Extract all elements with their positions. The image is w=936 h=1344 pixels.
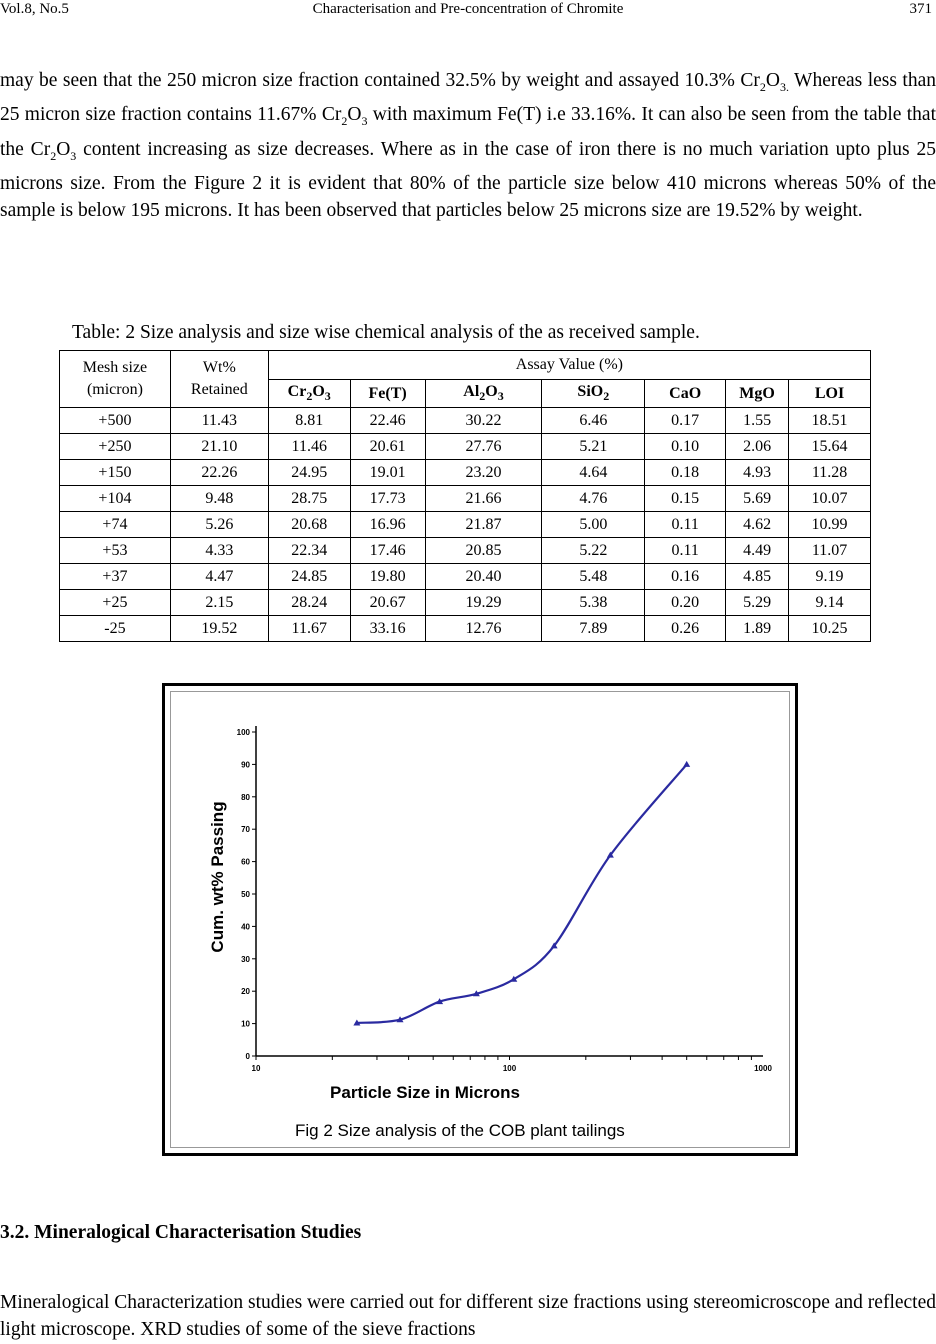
page-number: 371 bbox=[909, 1, 932, 17]
table-cell: 28.75 bbox=[268, 486, 350, 512]
x-tick-label: 10 bbox=[251, 1064, 261, 1073]
table-cell: 12.76 bbox=[425, 616, 542, 642]
y-tick-label: 90 bbox=[241, 760, 250, 770]
table-cell: 17.73 bbox=[350, 486, 425, 512]
table-caption: Table: 2 Size analysis and size wise chemical analysis of the as received sample. bbox=[72, 322, 700, 343]
section-heading: 3.2. Mineralogical Characterisation Studies bbox=[0, 1222, 362, 1243]
table-cell: 5.48 bbox=[542, 564, 645, 590]
header-volume: Vol.8, No.5 bbox=[0, 1, 69, 17]
table-cell: 16.96 bbox=[350, 512, 425, 538]
header-sio: SiO$_2$ bbox=[542, 380, 645, 408]
table-cell: 20.61 bbox=[350, 434, 425, 460]
table-cell: 7.89 bbox=[542, 616, 645, 642]
y-tick-label: 70 bbox=[241, 825, 250, 835]
header-mesh-size: Mesh size (micron) bbox=[60, 351, 171, 408]
table-cell: 22.34 bbox=[268, 538, 350, 564]
table-cell: 17.46 bbox=[350, 538, 425, 564]
table-cell: 10.25 bbox=[789, 616, 871, 642]
table-cell: +53 bbox=[60, 538, 171, 564]
table-cell: +74 bbox=[60, 512, 171, 538]
table-cell: 4.47 bbox=[170, 564, 268, 590]
header-cao: CaO bbox=[645, 380, 726, 408]
x-tick-label: 1000 bbox=[754, 1064, 772, 1073]
y-tick-label: 0 bbox=[245, 1052, 250, 1061]
table-cell: 0.18 bbox=[645, 460, 726, 486]
table-cell: 10.07 bbox=[789, 486, 871, 512]
table-cell: 28.24 bbox=[268, 590, 350, 616]
table-row bbox=[60, 590, 871, 616]
table-row bbox=[60, 408, 871, 434]
table-cell: 11.43 bbox=[170, 408, 268, 434]
table-cell: 21.66 bbox=[425, 486, 542, 512]
table-cell: 9.14 bbox=[789, 590, 871, 616]
table-cell: 24.85 bbox=[268, 564, 350, 590]
y-axis-label: Cum. wt% Passing bbox=[208, 801, 227, 953]
table-cell: 5.22 bbox=[542, 538, 645, 564]
table-cell: 19.80 bbox=[350, 564, 425, 590]
table-cell: 11.67 bbox=[268, 616, 350, 642]
table-cell: 9.48 bbox=[170, 486, 268, 512]
table-cell: 5.38 bbox=[542, 590, 645, 616]
table-cell: 23.20 bbox=[425, 460, 542, 486]
table-cell: 0.26 bbox=[645, 616, 726, 642]
table-cell: 20.40 bbox=[425, 564, 542, 590]
table-cell: -25 bbox=[60, 616, 171, 642]
table-cell: 5.69 bbox=[726, 486, 789, 512]
table-cell: 22.46 bbox=[350, 408, 425, 434]
table-cell: 0.10 bbox=[645, 434, 726, 460]
table-cell: 30.22 bbox=[425, 408, 542, 434]
header-al: $Al_2O_3$ bbox=[425, 380, 542, 408]
x-tick-label: 100 bbox=[502, 1064, 517, 1073]
table-cell: +104 bbox=[60, 486, 171, 512]
table-cell: 18.51 bbox=[789, 408, 871, 434]
table-row bbox=[60, 512, 871, 538]
table-cell: +150 bbox=[60, 460, 171, 486]
table-cell: 1.55 bbox=[726, 408, 789, 434]
paragraph-mineralogical: Mineralogical Characterization studies were carried out for different size fractions using stereomicroscope and reflected light microscope. XRD studies of some of the sieve fractions bbox=[0, 1292, 936, 1341]
header-title: Characterisation and Pre-concentration of Chromite bbox=[312, 1, 624, 17]
table-cell: +37 bbox=[60, 564, 171, 590]
table-cell: 19.52 bbox=[170, 616, 268, 642]
table-cell: 20.68 bbox=[268, 512, 350, 538]
table-cell: 21.87 bbox=[425, 512, 542, 538]
table-cell: 4.76 bbox=[542, 486, 645, 512]
table-cell: 5.29 bbox=[726, 590, 789, 616]
y-tick-label: 60 bbox=[241, 857, 250, 867]
table-cell: 0.17 bbox=[645, 408, 726, 434]
table-cell: 2.06 bbox=[726, 434, 789, 460]
table-cell: 11.07 bbox=[789, 538, 871, 564]
y-tick-label: 100 bbox=[236, 728, 250, 737]
table-cell: 22.26 bbox=[170, 460, 268, 486]
data-point bbox=[683, 761, 690, 767]
table-cell: +25 bbox=[60, 590, 171, 616]
table-row bbox=[60, 564, 871, 590]
table-cell: +500 bbox=[60, 408, 171, 434]
table-cell: 9.19 bbox=[789, 564, 871, 590]
table-cell: 21.10 bbox=[170, 434, 268, 460]
table-row bbox=[60, 434, 871, 460]
table-cell: 0.20 bbox=[645, 590, 726, 616]
table-cell: 11.46 bbox=[268, 434, 350, 460]
table-cell: 19.29 bbox=[425, 590, 542, 616]
header-fet: Fe(T) bbox=[350, 380, 425, 408]
table-cell: 4.49 bbox=[726, 538, 789, 564]
table-cell: 15.64 bbox=[789, 434, 871, 460]
table-cell: 4.33 bbox=[170, 538, 268, 564]
x-axis-label: Particle Size in Microns bbox=[330, 1083, 520, 1102]
header-cr: $Cr_2O_3$ bbox=[268, 380, 350, 408]
figure-frame bbox=[162, 683, 798, 1156]
table-cell: 24.95 bbox=[268, 460, 350, 486]
table-cell: 2.15 bbox=[170, 590, 268, 616]
table-cell: 1.89 bbox=[726, 616, 789, 642]
table-row bbox=[60, 616, 871, 642]
y-tick-label: 40 bbox=[241, 922, 250, 932]
y-tick-label: 10 bbox=[241, 1019, 250, 1029]
table-cell: 20.85 bbox=[425, 538, 542, 564]
size-analysis-chart bbox=[171, 692, 789, 1147]
header-assay-value: Assay Value (%) bbox=[268, 351, 870, 380]
table-cell: 0.11 bbox=[645, 538, 726, 564]
table-row bbox=[60, 460, 871, 486]
table-cell: 27.76 bbox=[425, 434, 542, 460]
table-cell: 5.26 bbox=[170, 512, 268, 538]
series-line bbox=[357, 764, 687, 1023]
y-tick-label: 80 bbox=[241, 792, 250, 802]
table-cell: 4.64 bbox=[542, 460, 645, 486]
y-tick-label: 50 bbox=[241, 890, 250, 899]
header-wt-retained: Wt% Retained bbox=[170, 351, 268, 408]
figure-caption: Fig 2 Size analysis of the COB plant tailings bbox=[295, 1121, 625, 1140]
table-cell: 20.67 bbox=[350, 590, 425, 616]
table-cell: 4.85 bbox=[726, 564, 789, 590]
table-row bbox=[60, 538, 871, 564]
table-cell: 5.00 bbox=[542, 512, 645, 538]
table-cell: 10.99 bbox=[789, 512, 871, 538]
table-cell: 11.28 bbox=[789, 460, 871, 486]
table-cell: 4.62 bbox=[726, 512, 789, 538]
table-cell: 4.93 bbox=[726, 460, 789, 486]
header-mgo: MgO bbox=[726, 380, 789, 408]
table-cell: 8.81 bbox=[268, 408, 350, 434]
size-analysis-table bbox=[59, 350, 871, 642]
table-cell: 33.16 bbox=[350, 616, 425, 642]
table-cell: 19.01 bbox=[350, 460, 425, 486]
y-tick-label: 30 bbox=[241, 954, 250, 964]
table-row bbox=[60, 486, 871, 512]
table-cell: +250 bbox=[60, 434, 171, 460]
header-loi: LOI bbox=[789, 380, 871, 408]
table-cell: 0.15 bbox=[645, 486, 726, 512]
paragraph-size-analysis: may be seen that the 250 micron size fraction contained 32.5% by weight and assayed 10.3% $Cr_2O_{3.}$ Whereas less than 25 micron size fraction contains 11.67% $Cr_2O_3$ with maximum Fe(T) i.e 33.16%. It can also be seen from the table that the $Cr_2O_3$ content increasing as size decreases. Where as in the case of iron there is no much variation upto plus 25 microns size. From the Figure 2 it is evident that 80% of the particle size below 410 microns whereas 50% of the sample is below 195 microns. It has been observed that particles below 25 microns size are 19.52% by weight. bbox=[0, 70, 936, 222]
y-tick-label: 20 bbox=[241, 987, 250, 997]
table-cell: 5.21 bbox=[542, 434, 645, 460]
table-cell: 6.46 bbox=[542, 408, 645, 434]
table-cell: 0.11 bbox=[645, 512, 726, 538]
table-cell: 0.16 bbox=[645, 564, 726, 590]
